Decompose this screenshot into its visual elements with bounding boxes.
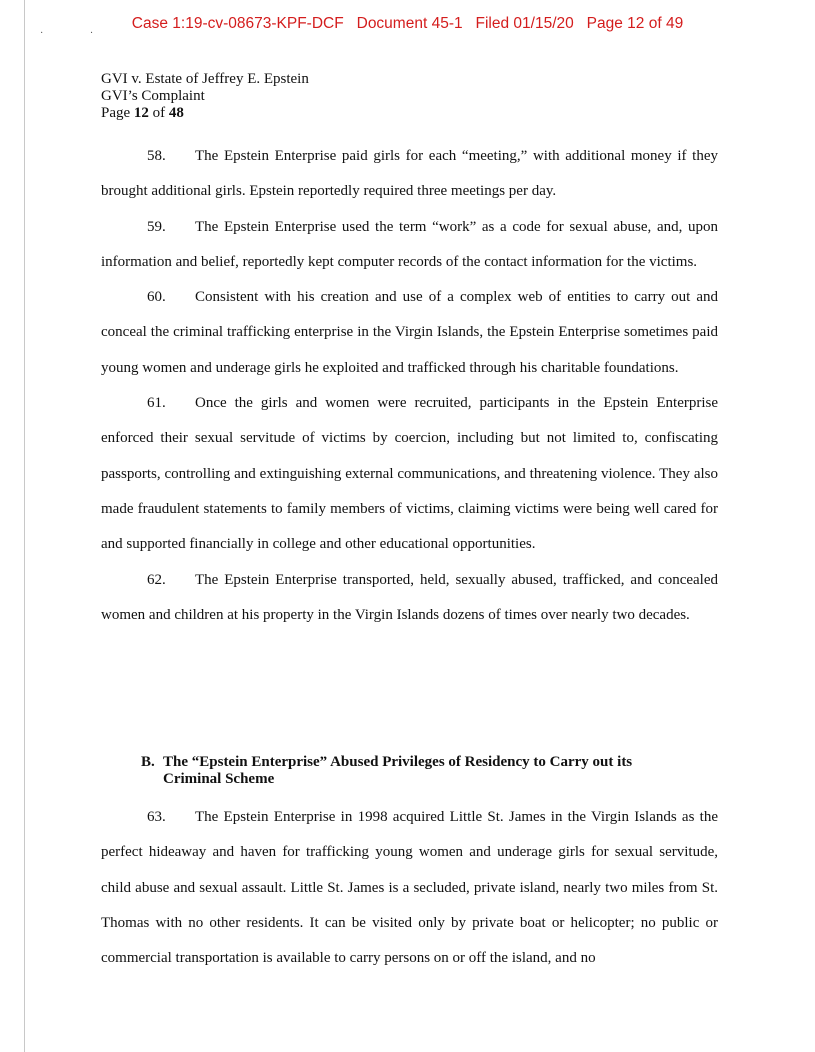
paragraph-number: 62. — [147, 571, 166, 588]
caption-case-name: GVI v. Estate of Jeffrey E. Epstein — [101, 71, 309, 87]
section-title-line1: The “Epstein Enterprise” Abused Privileges of Residency to Carry out its — [163, 754, 633, 770]
page-prefix: Page — [101, 105, 134, 121]
caption-document-title: GVI’s Complaint — [101, 88, 205, 104]
left-margin-line — [24, 0, 25, 1052]
body-paragraphs-top — [101, 139, 718, 633]
paragraph-number: 58. — [147, 148, 166, 164]
document-caption — [101, 71, 309, 122]
page-total: 48 — [168, 105, 184, 121]
paragraph-text: The Epstein Enterprise used the term “work” as a code for sexual abuse, and, upon information and belief, reportedly kept computer records of the contact information for the victims. — [101, 218, 718, 270]
paragraph-text: Consistent with his creation and use of a complex web of entities to carry out and conceal the criminal trafficking enterprise in the Virgin Islands, the Epstein Enterprise sometimes paid young women and underage girls he exploited and trafficked through his charitable foundations. — [101, 289, 718, 376]
paragraph-text: The Epstein Enterprise in 1998 acquired Little St. James in the Virgin Islands as the perfect hideaway and haven for trafficking young women and underage girls for sexual servitude, child abuse and sexual assault. Little St. James is a secluded, private island, nearly two miles from St. Thomas with no other residents. It can be visited only by private boat or helicopter; no public or commercial transportation is available to carry persons on or off the island, and no — [101, 809, 718, 967]
section-letter: B. — [141, 754, 155, 770]
paragraph — [101, 210, 718, 281]
paragraph — [101, 563, 718, 634]
paragraph-text: Once the girls and women were recruited, participants in the Epstein Enterprise enforced their sexual servitude of victims by coercion, including but not limited to, confiscating passports, controlling and extinguishing external communications, and threatening violence. They also made fraudulent statements to family members of victims, claiming victims were being well cared for and supported financially in college and other educational opportunities. — [101, 395, 718, 553]
paragraph-text: The Epstein Enterprise transported, held, sexually abused, trafficked, and concealed women and children at his property in the Virgin Islands dozens of times over nearly two decades. — [101, 571, 718, 623]
scan-specks: · · — [40, 28, 116, 39]
section-heading — [141, 754, 719, 788]
caption-page-number — [101, 105, 309, 122]
case-header-stamp: Case 1:19-cv-08673-KPF-DCF Document 45-1 Filed 01/15/20 Page 12 of 49 — [131, 15, 684, 32]
section-title-line2: Criminal Scheme — [163, 771, 275, 787]
paragraph — [101, 139, 718, 210]
paragraph — [101, 800, 718, 976]
paragraph — [101, 386, 718, 562]
paragraph-number: 61. — [147, 395, 166, 412]
paragraph-number: 63. — [147, 809, 166, 825]
paragraph-number: 59. — [147, 218, 166, 235]
paragraph — [101, 280, 718, 386]
paragraph-number: 60. — [147, 289, 166, 306]
page-num: 12 — [133, 105, 149, 121]
page-of: of — [148, 105, 169, 121]
paragraph-text: The Epstein Enterprise paid girls for each “meeting,” with additional money if they brought additional girls. Epstein reportedly required three meetings per day. — [101, 148, 718, 200]
body-paragraphs-bottom — [101, 800, 718, 976]
